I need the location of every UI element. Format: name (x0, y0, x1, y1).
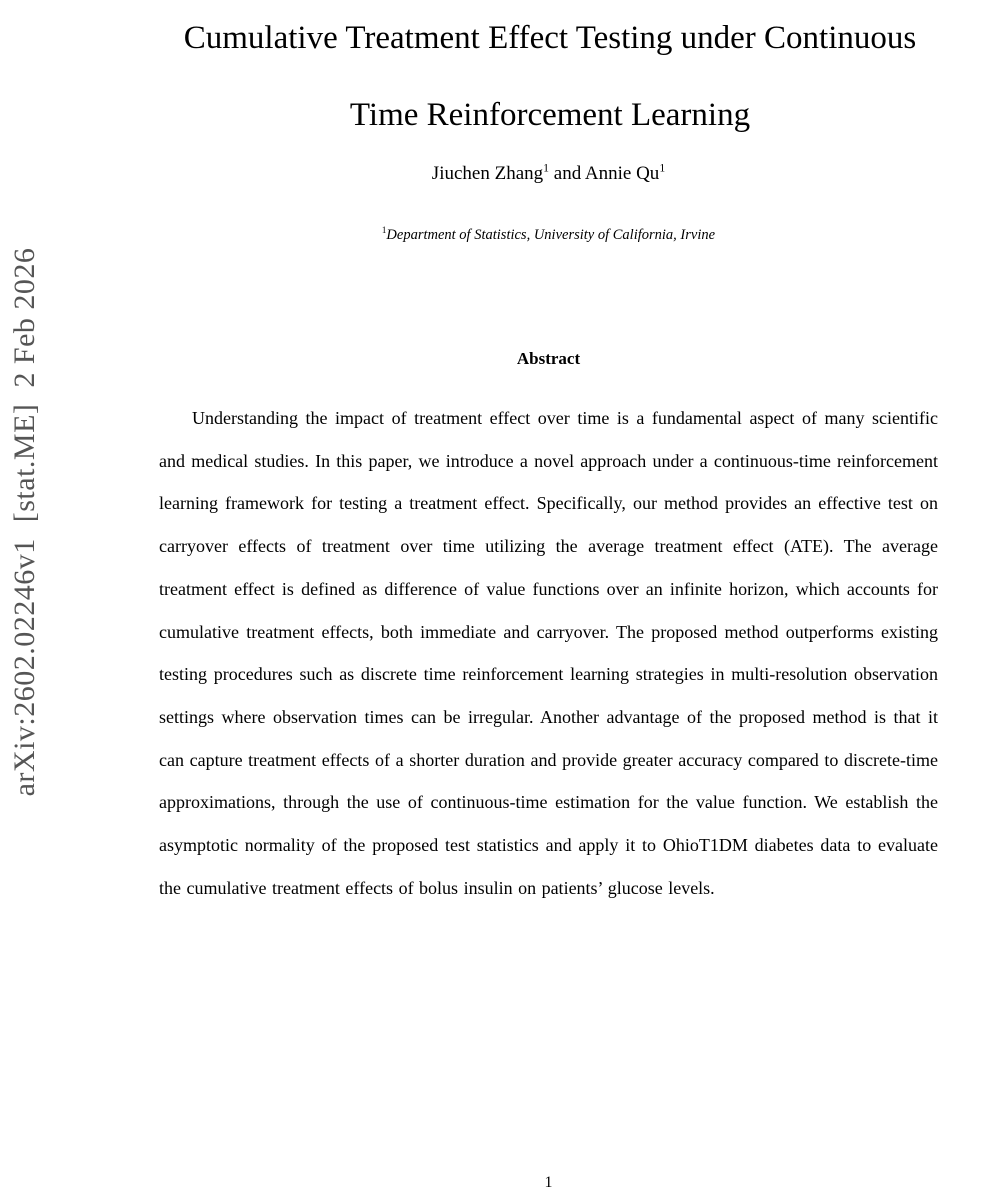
affiliation-mark: 1 (381, 225, 387, 236)
affiliation-line (159, 227, 938, 244)
paper-title (108, 0, 992, 154)
author-1-affiliation-mark: 1 (543, 161, 550, 175)
author-2-affiliation-mark: 1 (659, 161, 666, 175)
paper-title-line-1: Cumulative Treatment Effect Testing under Continuous (183, 20, 917, 56)
author-2-name: Annie Qu (584, 163, 660, 184)
authors-separator: and (549, 163, 585, 184)
author-1-name: Jiuchen Zhang (431, 163, 544, 184)
page-number: 1 (544, 1174, 553, 1191)
authors-line (159, 163, 938, 185)
abstract-body: Understanding the impact of treatment effect over time is a fundamental aspect of many scientific and medical studies. In this paper, we introduce a novel approach under a continuous-time reinforcement learning framework for testing a treatment effect. Specifically, our method provides an effective test on carryover effects of treatment over time utilizing the average treatment effect (ATE). The average treatment effect is defined as difference of value functions over an infinite horizon, which accounts for cumulative treatment effects, both immediate and carryover. The proposed method outperforms existing testing procedures such as discrete time reinforcement learning strategies in multi-resolution observation settings where observation times can be irregular. Another advantage of the proposed method is that it can capture treatment effects of a shorter duration and provide greater accuracy compared to discrete-time approximations, through the use of continuous-time estimation for the value function. We establish the asymptotic normality of the proposed test statistics and apply it to OhioT1DM diabetes data to evaluate the cumulative treatment effects of bolus insulin on patients’ glucose levels. (159, 408, 938, 898)
paper-title-line-2: Time Reinforcement Learning (349, 97, 751, 133)
affiliation-text: Department of Statistics, University of California, Irvine (386, 227, 716, 243)
abstract-heading: Abstract (516, 349, 581, 368)
arxiv-watermark: arXiv:2602.02246v1 [stat.ME] 2 Feb 2026 (8, 247, 41, 797)
